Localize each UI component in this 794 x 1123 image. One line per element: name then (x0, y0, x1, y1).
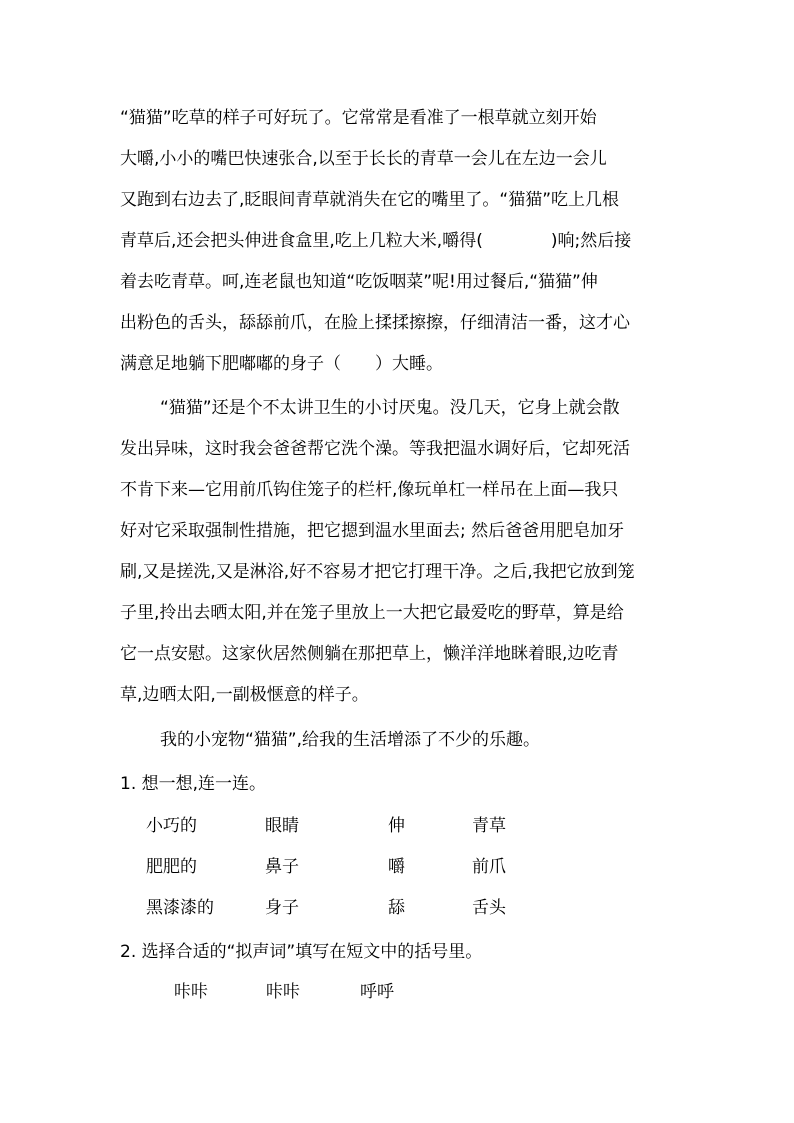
sound-word-option: 呼呼 (360, 982, 394, 1002)
passage-line: 又跑到右边去了,眨眼间青草就消失在它的嘴里了。“猫猫”吃上几根 (120, 190, 620, 210)
noun-word: 身子 (265, 898, 299, 918)
object-word: 舌头 (472, 898, 506, 918)
passage-line: 刷,又是搓洗,又是淋浴,好不容易才把它打理干净。之后,我把它放到笼 (120, 562, 635, 582)
noun-word: 眼睛 (265, 816, 299, 836)
object-word: 青草 (472, 816, 506, 836)
verb-word: 伸 (388, 816, 405, 836)
passage-line: “猫猫”还是个不太讲卫生的小讨厌鬼。没几天，它身上就会散 (160, 398, 620, 418)
passage-line: 不肯下来—它用前爪钩住笼子的栏杆,像玩单杠一样吊在上面—我只 (120, 480, 619, 500)
adjective-word: 黑漆漆的 (146, 898, 214, 918)
passage-line: 好对它采取强制性措施，把它摁到温水里面去; 然后爸爸用肥皂加牙 (120, 521, 625, 541)
noun-word: 鼻子 (265, 857, 299, 877)
passage-line: 出粉色的舌头，舔舔前爪，在脸上揉揉擦擦，仔细清洁一番，这才心 (120, 313, 630, 333)
passage-line: 大嚼,小小的嘴巴快速张合,以至于长长的青草一会儿在左边一会儿 (120, 149, 607, 169)
sound-word-option: 咔咔 (266, 982, 300, 1002)
verb-word: 嚼 (388, 857, 405, 877)
passage-line: 它一点安慰。这家伙居然侧躺在那把草上，懒洋洋地眯着眼,边吃青 (120, 644, 619, 664)
adjective-word: 肥肥的 (146, 857, 197, 877)
passage-line: “猫猫”吃草的样子可好玩了。它常常是看准了一根草就立刻开始 (120, 108, 597, 128)
sound-word-option: 咔咔 (174, 982, 208, 1002)
passage-line: 着去吃青草。呵,连老鼠也知道“吃饭咽菜”呢!用过餐后,“猫猫”伸 (120, 272, 598, 292)
question-prompt: 2. 选择合适的“拟声词”填写在短文中的括号里。 (120, 942, 483, 962)
passage-line: 满意足地躺下肥嘟嘟的身子（ ）大睡。 (120, 354, 443, 374)
question-prompt: 1. 想一想,连一连。 (120, 774, 267, 794)
object-word: 前爪 (472, 857, 506, 877)
verb-word: 舔 (388, 898, 405, 918)
passage-line: 我的小宠物“猫猫”,给我的生活增添了不少的乐趣。 (160, 730, 541, 750)
passage-line: 发出异味，这时我会爸爸帮它洗个澡。等我把温水调好后，它却死活 (120, 439, 630, 459)
passage-line: 草,边晒太阳,一副极惬意的样子。 (120, 685, 369, 705)
passage-line: 子里,拎出去晒太阳,并在笼子里放上一大把它最爱吃的野草，算是给 (120, 603, 624, 623)
passage-line: 青草后,还会把头伸进食盒里,吃上几粒大米,嚼得( )响;然后接 (120, 231, 632, 251)
adjective-word: 小巧的 (146, 816, 197, 836)
